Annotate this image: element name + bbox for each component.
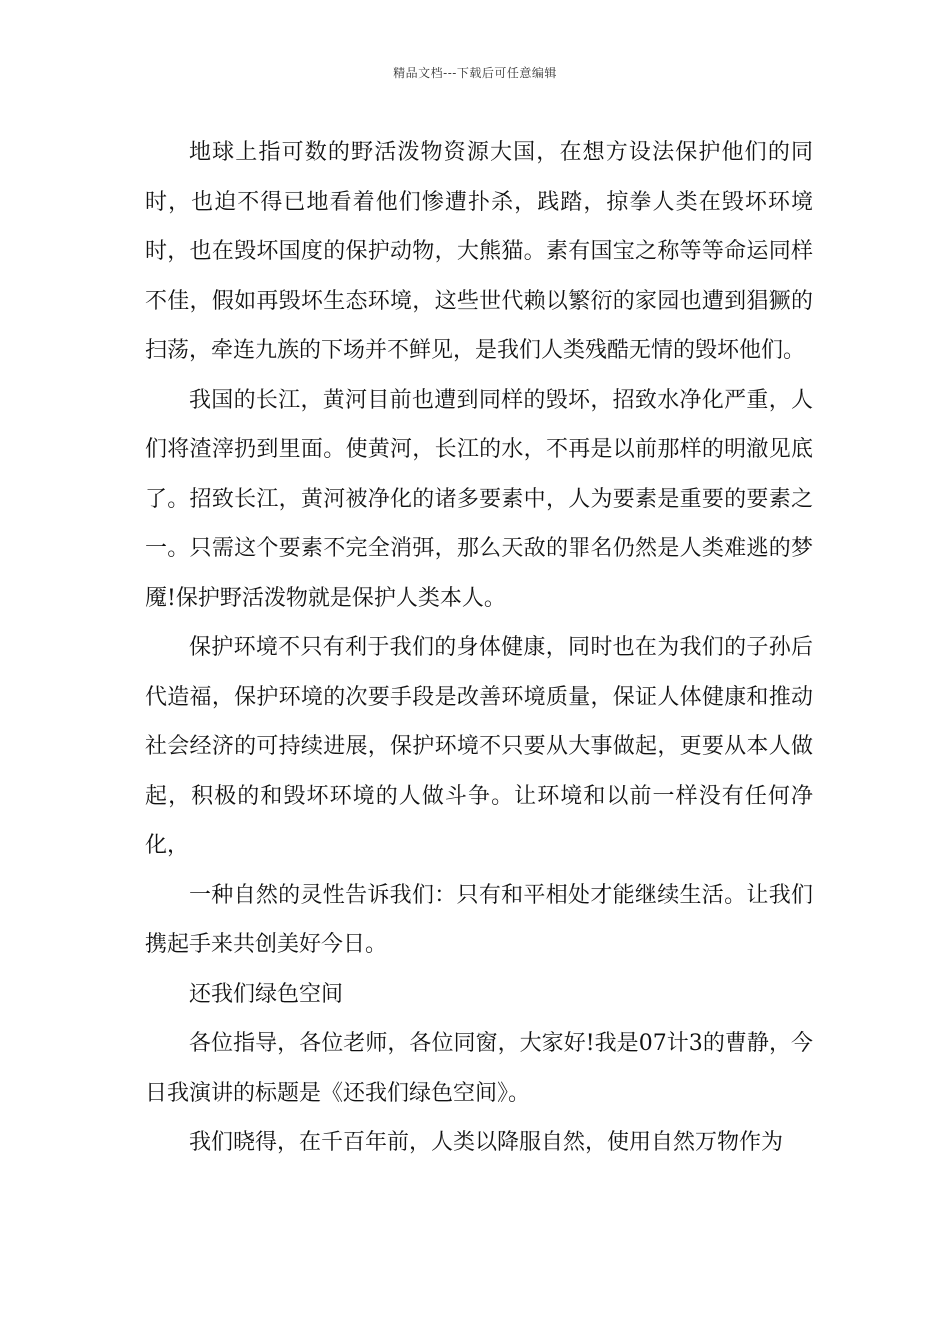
document-body — [145, 128, 813, 1168]
section-title: 还我们绿色空间 — [189, 981, 344, 1007]
paragraph-rivers: 我国的长江，黄河目前也遭到同样的毁坏，招致水净化严重，人们将渣滓扔到里面。使黄河，长江的水，不再是以前那样的明澈见底了。招致长江，黄河被净化的诸多要素中，人为要素是重要的要素之一。只需这个要素不完全消弭，那么天敌的罪名仍然是人类难逃的梦魇!保护野活泼物就是保护人类本人。 — [145, 387, 813, 611]
paragraph-history: 我们晓得，在千百年前，人类以降服自然，使用自然万物作为 — [189, 1130, 784, 1155]
paragraph-wildlife: 地球上指可数的野活泼物资源大国，在想方设法保护他们的同时，也迫不得已地看着他们惨遭扑杀，践踏，掠拳人类在毁坏环境时，也在毁坏国度的保护动物，大熊猫。素有国宝之称等等命运同样不佳，假如再毁坏生态环境，这些世代赖以繁衍的家园也遭到猖獗的扫荡，牵连九族的下场并不鲜见，是我们人类残酷无情的毁坏他们。 — [145, 140, 813, 363]
paragraph-harmony: 一种自然的灵性告诉我们：只有和平相处才能继续生活。让我们携起手来共创美好今日。 — [145, 882, 813, 957]
page-header: 精品文档---下载后可任意编辑 — [393, 66, 557, 80]
paragraph-protect-environment: 保护环境不只有利于我们的身体健康，同时也在为我们的子孙后代造福，保护环境的次要手段是改善环境质量，保证人体健康和推动社会经济的可持续进展，保护环境不只要从大事做起，更要从本人做起，积极的和毁坏环境的人做斗争。让环境和以前一样没有任何净化， — [145, 635, 813, 858]
paragraph-greeting: 各位指导，各位老师，各位同窗，大家好!我是07计3的曹静，今日我演讲的标题是《还我们绿色空间》。 — [145, 1031, 813, 1106]
